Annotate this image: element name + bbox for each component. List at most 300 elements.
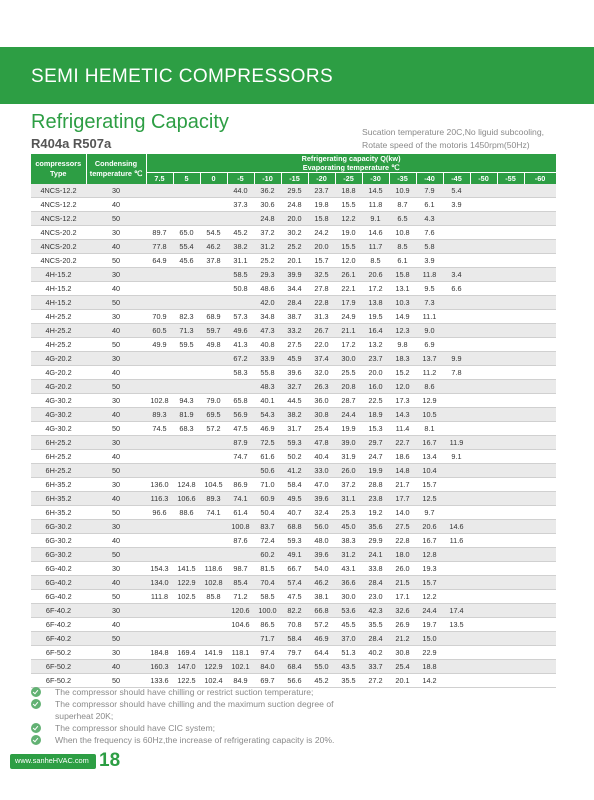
capacity-cell: 58.4	[281, 632, 308, 646]
capacity-cell	[524, 492, 556, 506]
capacity-cell	[173, 632, 200, 646]
condensing-cell: 50	[86, 422, 146, 436]
table-row	[31, 226, 556, 240]
capacity-cell: 15.0	[416, 632, 443, 646]
capacity-cell: 37.2	[254, 226, 281, 240]
temp-header-cell: 0	[200, 173, 227, 185]
capacity-cell: 39.6	[308, 492, 335, 506]
condensing-cell: 50	[86, 338, 146, 352]
capacity-cell: 14.9	[389, 310, 416, 324]
note-item	[31, 722, 571, 734]
temp-header-cell: -40	[416, 173, 443, 185]
capacity-cell	[524, 632, 556, 646]
capacity-cell: 4.3	[416, 212, 443, 226]
note-text: superheat 20K;	[55, 711, 114, 722]
capacity-cell: 40.2	[362, 646, 389, 660]
capacity-cell: 102.5	[173, 590, 200, 604]
capacity-cell	[146, 436, 173, 450]
capacity-cell: 25.5	[335, 366, 362, 380]
model-cell: 4H-15.2	[31, 282, 86, 296]
capacity-cell	[470, 604, 497, 618]
capacity-cell	[173, 296, 200, 310]
table-row	[31, 576, 556, 590]
capacity-cell: 15.7	[416, 478, 443, 492]
capacity-cell	[173, 436, 200, 450]
capacity-cell: 77.8	[146, 240, 173, 254]
capacity-cell: 36.0	[308, 394, 335, 408]
capacity-cell	[524, 576, 556, 590]
capacity-cell	[443, 212, 470, 226]
capacity-cell: 11.7	[362, 240, 389, 254]
model-cell: 4G-30.2	[31, 408, 86, 422]
capacity-cell	[524, 282, 556, 296]
capacity-cell	[524, 548, 556, 562]
capacity-cell: 57.4	[281, 576, 308, 590]
model-cell: 6G-30.2	[31, 534, 86, 548]
capacity-cell: 33.0	[308, 464, 335, 478]
capacity-cell	[146, 632, 173, 646]
capacity-cell: 11.9	[443, 436, 470, 450]
capacity-cell	[524, 562, 556, 576]
capacity-cell: 147.0	[173, 660, 200, 674]
condensing-cell: 30	[86, 604, 146, 618]
table-row	[31, 240, 556, 254]
table-row	[31, 450, 556, 464]
capacity-cell: 43.5	[335, 660, 362, 674]
capacity-cell: 21.2	[389, 632, 416, 646]
capacity-cell: 16.7	[416, 534, 443, 548]
capacity-cell: 26.7	[308, 324, 335, 338]
condensing-cell: 30	[86, 436, 146, 450]
capacity-cell: 14.3	[389, 408, 416, 422]
capacity-cell	[443, 254, 470, 268]
capacity-cell	[470, 226, 497, 240]
capacity-cell: 25.4	[308, 422, 335, 436]
capacity-cell: 30.0	[335, 352, 362, 366]
temp-header-cell: -50	[470, 173, 497, 185]
model-cell: 6F-50.2	[31, 660, 86, 674]
capacity-cell	[173, 268, 200, 282]
capacity-cell: 57.2	[200, 422, 227, 436]
capacity-cell: 57.3	[227, 310, 254, 324]
table-row	[31, 632, 556, 646]
model-cell: 6H-35.2	[31, 506, 86, 520]
capacity-cell: 47.8	[308, 436, 335, 450]
capacity-cell	[146, 212, 173, 226]
capacity-cell: 21.7	[389, 478, 416, 492]
capacity-cell	[524, 226, 556, 240]
capacity-cell	[227, 632, 254, 646]
capacity-cell	[200, 282, 227, 296]
capacity-cell: 37.2	[335, 478, 362, 492]
model-cell: 6F-40.2	[31, 632, 86, 646]
condensing-cell: 30	[86, 394, 146, 408]
capacity-cell: 15.3	[362, 422, 389, 436]
capacity-cell: 141.9	[200, 646, 227, 660]
capacity-cell	[200, 604, 227, 618]
capacity-cell: 47.5	[227, 422, 254, 436]
capacity-cell	[443, 562, 470, 576]
capacity-cell	[200, 534, 227, 548]
model-cell: 6H-25.2	[31, 450, 86, 464]
capacity-cell	[524, 464, 556, 478]
capacity-cell: 27.5	[281, 338, 308, 352]
table-row	[31, 464, 556, 478]
capacity-cell: 50.8	[227, 282, 254, 296]
capacity-cell: 3.4	[443, 268, 470, 282]
condensing-cell: 40	[86, 492, 146, 506]
capacity-cell: 48.0	[308, 534, 335, 548]
capacity-cell: 19.7	[416, 618, 443, 632]
capacity-cell: 154.3	[146, 562, 173, 576]
capacity-cell	[497, 548, 524, 562]
capacity-cell: 9.0	[416, 324, 443, 338]
capacity-cell: 7.9	[416, 184, 443, 198]
capacity-cell: 8.7	[389, 198, 416, 212]
note-item-continuation	[31, 710, 571, 722]
capacity-cell: 17.7	[389, 492, 416, 506]
capacity-cell: 25.2	[281, 240, 308, 254]
model-cell: 6F-40.2	[31, 604, 86, 618]
capacity-cell: 28.8	[362, 478, 389, 492]
capacity-cell: 21.1	[335, 324, 362, 338]
table-row	[31, 254, 556, 268]
capacity-cell: 48.6	[254, 282, 281, 296]
capacity-table	[31, 154, 557, 688]
capacity-cell	[497, 506, 524, 520]
temp-header-cell: -30	[362, 173, 389, 185]
capacity-cell: 18.9	[362, 408, 389, 422]
capacity-cell	[497, 324, 524, 338]
capacity-cell	[524, 646, 556, 660]
capacity-cell: 38.2	[227, 240, 254, 254]
capacity-cell	[146, 268, 173, 282]
capacity-cell	[146, 618, 173, 632]
table-row	[31, 506, 556, 520]
capacity-cell	[497, 478, 524, 492]
capacity-cell: 10.8	[389, 226, 416, 240]
capacity-cell: 96.6	[146, 506, 173, 520]
capacity-cell: 19.5	[362, 310, 389, 324]
model-cell: 4G-30.2	[31, 422, 86, 436]
capacity-cell: 9.1	[443, 450, 470, 464]
capacity-cell	[470, 590, 497, 604]
capacity-cell: 23.7	[308, 184, 335, 198]
capacity-cell	[146, 198, 173, 212]
capacity-cell: 48.3	[254, 380, 281, 394]
capacity-cell: 124.8	[173, 478, 200, 492]
capacity-cell	[227, 296, 254, 310]
capacity-cell	[173, 548, 200, 562]
capacity-cell: 68.8	[281, 520, 308, 534]
model-cell: 6G-30.2	[31, 520, 86, 534]
table-row	[31, 422, 556, 436]
capacity-cell: 36.2	[254, 184, 281, 198]
capacity-cell	[497, 562, 524, 576]
capacity-cell	[443, 646, 470, 660]
capacity-cell: 19.9	[362, 464, 389, 478]
capacity-cell: 40.4	[308, 450, 335, 464]
capacity-cell: 24.4	[416, 604, 443, 618]
capacity-cell: 26.9	[389, 618, 416, 632]
capacity-cell: 40.1	[254, 394, 281, 408]
table-row	[31, 380, 556, 394]
note-text: When the frequency is 60Hz,the increase of refrigerating capacity is 20%.	[55, 735, 335, 746]
table-row	[31, 548, 556, 562]
capacity-cell: 7.8	[443, 366, 470, 380]
capacity-cell: 64.4	[308, 646, 335, 660]
capacity-cell: 20.0	[308, 240, 335, 254]
capacity-cell: 54.0	[308, 562, 335, 576]
model-cell: 4H-25.2	[31, 324, 86, 338]
capacity-cell: 21.5	[389, 576, 416, 590]
capacity-cell: 9.1	[362, 212, 389, 226]
capacity-cell: 81.9	[173, 408, 200, 422]
capacity-cell: 66.7	[281, 562, 308, 576]
capacity-cell: 14.6	[362, 226, 389, 240]
capacity-cell	[200, 618, 227, 632]
capacity-cell: 38.7	[281, 310, 308, 324]
capacity-cell	[524, 520, 556, 534]
capacity-cell	[524, 590, 556, 604]
model-cell: 6H-25.2	[31, 436, 86, 450]
capacity-cell	[497, 240, 524, 254]
capacity-cell: 37.0	[335, 632, 362, 646]
capacity-cell: 97.4	[254, 646, 281, 660]
capacity-cell: 34.4	[281, 282, 308, 296]
capacity-cell: 31.9	[335, 450, 362, 464]
capacity-cell	[470, 352, 497, 366]
capacity-cell: 58.5	[227, 268, 254, 282]
capacity-cell: 15.8	[308, 212, 335, 226]
capacity-cell	[146, 296, 173, 310]
condensing-cell: 30	[86, 184, 146, 198]
capacity-cell	[497, 422, 524, 436]
header-band	[0, 47, 594, 104]
check-circle-icon	[31, 687, 41, 697]
capacity-cell	[443, 324, 470, 338]
capacity-cell: 14.6	[443, 520, 470, 534]
capacity-cell: 39.6	[281, 366, 308, 380]
capacity-cell	[200, 296, 227, 310]
capacity-cell: 5.4	[443, 184, 470, 198]
capacity-cell: 85.4	[227, 576, 254, 590]
condensing-cell: 40	[86, 240, 146, 254]
capacity-cell: 83.7	[254, 520, 281, 534]
capacity-cell	[200, 366, 227, 380]
capacity-cell: 13.5	[443, 618, 470, 632]
model-cell: 6G-40.2	[31, 562, 86, 576]
capacity-cell: 68.9	[200, 310, 227, 324]
capacity-cell: 9.8	[389, 338, 416, 352]
table-row	[31, 212, 556, 226]
capacity-cell	[524, 184, 556, 198]
capacity-cell	[173, 184, 200, 198]
capacity-cell	[497, 184, 524, 198]
capacity-cell: 40.7	[281, 506, 308, 520]
capacity-cell	[497, 296, 524, 310]
capacity-cell: 56.6	[281, 674, 308, 688]
capacity-cell: 39.0	[335, 436, 362, 450]
condensing-cell: 40	[86, 324, 146, 338]
condensing-cell: 50	[86, 254, 146, 268]
capacity-cell	[524, 534, 556, 548]
condensing-cell: 40	[86, 450, 146, 464]
capacity-cell: 28.4	[362, 632, 389, 646]
capacity-cell	[200, 380, 227, 394]
table-row	[31, 366, 556, 380]
capacity-cell	[497, 408, 524, 422]
check-circle-icon	[31, 699, 41, 709]
capacity-cell	[524, 660, 556, 674]
capacity-cell	[497, 534, 524, 548]
capacity-cell	[146, 450, 173, 464]
capacity-cell: 122.9	[173, 576, 200, 590]
capacity-cell	[173, 464, 200, 478]
capacity-cell: 104.5	[200, 478, 227, 492]
condensing-cell: 30	[86, 226, 146, 240]
temp-header-cell: -20	[308, 173, 335, 185]
check-circle-icon	[31, 735, 41, 745]
condensing-cell: 40	[86, 366, 146, 380]
capacity-cell	[443, 240, 470, 254]
temp-header-cell: -10	[254, 173, 281, 185]
capacity-cell: 41.3	[227, 338, 254, 352]
capacity-cell: 45.5	[335, 618, 362, 632]
condensing-cell: 30	[86, 268, 146, 282]
capacity-cell: 25.2	[254, 254, 281, 268]
table-row	[31, 408, 556, 422]
capacity-cell	[200, 464, 227, 478]
capacity-cell: 133.6	[146, 674, 173, 688]
condensing-cell: 40	[86, 534, 146, 548]
capacity-cell	[497, 492, 524, 506]
conditions-note	[362, 126, 544, 151]
capacity-cell: 12.9	[416, 394, 443, 408]
capacity-cell: 58.5	[254, 590, 281, 604]
capacity-cell: 12.5	[416, 492, 443, 506]
model-cell: 4G-20.2	[31, 380, 86, 394]
capacity-cell: 15.7	[416, 576, 443, 590]
table-row	[31, 310, 556, 324]
capacity-cell: 35.6	[362, 520, 389, 534]
capacity-cell	[227, 464, 254, 478]
capacity-cell: 86.5	[254, 618, 281, 632]
capacity-cell	[200, 268, 227, 282]
capacity-cell: 6.1	[416, 198, 443, 212]
capacity-cell: 57.2	[308, 618, 335, 632]
capacity-cell: 79.0	[200, 394, 227, 408]
capacity-cell	[524, 324, 556, 338]
capacity-cell: 71.3	[173, 324, 200, 338]
capacity-cell	[497, 394, 524, 408]
capacity-cell	[173, 604, 200, 618]
condensing-cell: 50	[86, 548, 146, 562]
capacity-cell: 58.4	[281, 478, 308, 492]
note-item	[31, 734, 571, 746]
capacity-cell: 51.3	[335, 646, 362, 660]
capacity-cell	[470, 520, 497, 534]
capacity-cell: 45.2	[227, 226, 254, 240]
conditions-note-line: Rotate speed of the motoris 1450rpm(50Hz)	[362, 139, 530, 150]
capacity-cell: 29.9	[362, 534, 389, 548]
capacity-cell: 33.8	[362, 562, 389, 576]
capacity-cell: 49.9	[146, 338, 173, 352]
capacity-cell: 134.0	[146, 576, 173, 590]
capacity-cell: 71.0	[254, 478, 281, 492]
capacity-cell: 19.9	[335, 422, 362, 436]
website-link[interactable]: www.sanheHVAC.com	[15, 756, 89, 765]
capacity-cell	[497, 254, 524, 268]
capacity-cell	[497, 646, 524, 660]
check-circle-icon	[31, 723, 41, 733]
capacity-cell: 16.7	[416, 436, 443, 450]
capacity-cell: 32.6	[389, 604, 416, 618]
capacity-cell	[470, 534, 497, 548]
capacity-cell: 136.0	[146, 478, 173, 492]
capacity-cell: 59.7	[200, 324, 227, 338]
capacity-cell	[470, 646, 497, 660]
model-cell: 6F-50.2	[31, 646, 86, 660]
model-cell: 6H-35.2	[31, 478, 86, 492]
capacity-cell: 64.9	[146, 254, 173, 268]
capacity-cell: 70.8	[281, 618, 308, 632]
capacity-cell	[497, 520, 524, 534]
table-row	[31, 338, 556, 352]
capacity-cell: 65.8	[227, 394, 254, 408]
capacity-cell: 71.7	[254, 632, 281, 646]
capacity-cell	[524, 506, 556, 520]
capacity-cell: 42.0	[254, 296, 281, 310]
capacity-cell	[443, 408, 470, 422]
capacity-cell	[524, 198, 556, 212]
capacity-cell: 35.5	[335, 674, 362, 688]
capacity-cell: 53.6	[335, 604, 362, 618]
temp-header-cell: 7.5	[146, 173, 173, 185]
capacity-cell: 74.5	[146, 422, 173, 436]
capacity-cell: 33.7	[362, 660, 389, 674]
capacity-cell: 20.8	[335, 380, 362, 394]
capacity-cell: 12.8	[416, 548, 443, 562]
capacity-cell: 25.4	[389, 660, 416, 674]
capacity-cell	[146, 366, 173, 380]
model-cell: 6F-40.2	[31, 618, 86, 632]
banner-title: SEMI HEMETIC COMPRESSORS	[31, 66, 334, 87]
capacity-cell	[470, 296, 497, 310]
table-row	[31, 604, 556, 618]
table-row	[31, 282, 556, 296]
capacity-cell	[524, 450, 556, 464]
temp-header-cell: -15	[281, 173, 308, 185]
capacity-cell	[524, 408, 556, 422]
capacity-cell: 22.1	[335, 282, 362, 296]
model-cell: 4NCS-12.2	[31, 212, 86, 226]
capacity-cell	[200, 212, 227, 226]
capacity-cell: 60.5	[146, 324, 173, 338]
capacity-cell: 6.1	[389, 254, 416, 268]
condensing-cell: 30	[86, 562, 146, 576]
capacity-cell: 55.4	[173, 240, 200, 254]
capacity-cell: 118.6	[200, 562, 227, 576]
capacity-cell: 102.8	[200, 576, 227, 590]
capacity-cell: 13.4	[416, 450, 443, 464]
capacity-cell	[173, 534, 200, 548]
model-cell: 4H-25.2	[31, 338, 86, 352]
capacity-cell	[470, 408, 497, 422]
model-cell: 4NCS-12.2	[31, 198, 86, 212]
capacity-cell: 26.0	[335, 464, 362, 478]
capacity-cell: 17.4	[443, 604, 470, 618]
